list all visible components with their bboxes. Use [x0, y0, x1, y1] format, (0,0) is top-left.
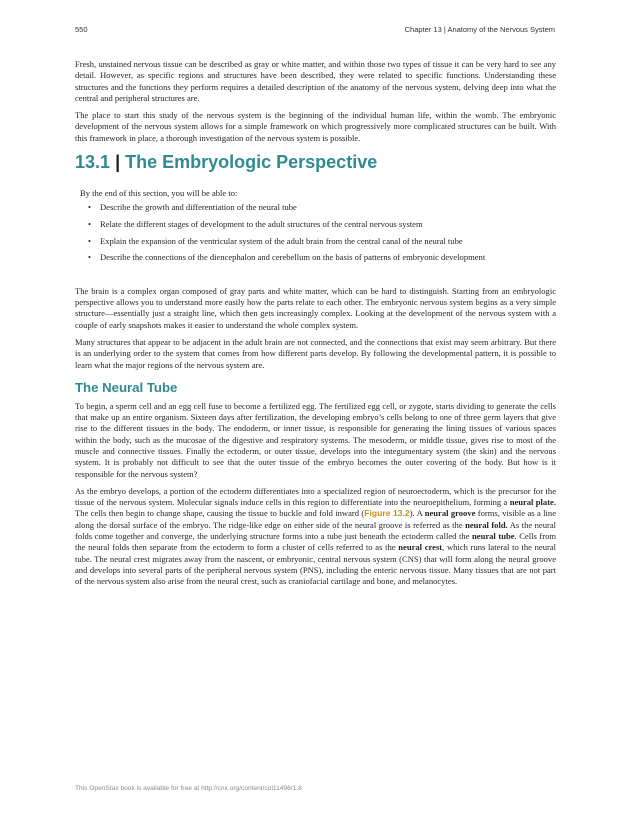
objectives-list: [80, 202, 556, 263]
section-number: 13.1: [75, 152, 111, 173]
intro-paragraph-2: The place to start this study of the nervous system is the beginning of the individual human life, within the womb. The embryonic development of the nervous system allows for a simple framework on which progressively more complicated structures can be built. With this framework in place, a thorough investigation of the nervous system is possible.: [75, 110, 556, 143]
key-term-neural-tube: neural tube: [472, 531, 515, 542]
objective-item: [80, 219, 556, 230]
objectives-intro: By the end of this section, you will be able to:: [80, 188, 238, 199]
text-run: . Cells from the neural folds then separate from the ectoderm to form a cluster of cells referred to as the: [75, 531, 557, 553]
objective-item: [80, 202, 556, 213]
section-title: [75, 150, 556, 174]
section-separator: |: [115, 152, 121, 173]
objective-text: Describe the growth and differentiation of the neural tube: [100, 202, 297, 213]
key-term-neural-fold: neural fold.: [465, 519, 508, 530]
bullet: •: [88, 219, 91, 230]
page-number: 550: [75, 25, 88, 34]
key-term-neural-crest: neural crest: [398, 542, 443, 553]
section-title-text: The Embryologic Perspective: [125, 152, 378, 173]
page-footer: This OpenStax book is available for free at http://cnx.org/content/col11496/1.8: [75, 785, 302, 792]
neural-tube-paragraph-1: To begin, a sperm cell and an egg cell fuse to become a fertilized egg. The fertilized egg cell, or zygote, starts dividing to generate the cells that make up an entire organism. Sixteen days after fertilization, the developing embryo’s cells belong to one of three germ layers that give rise to the different tissues in the body. The endoderm, or inner tissue, is responsible for generating the lining tissues of various spaces within the body, such as the mucosae of the digestive and respiratory systems. The mesoderm, or middle tissue, gives rise to most of the muscle and connective tissues. Finally the ectoderm, or outer tissue, develops into the integumentary system (the skin) and the nervous system. It is probably not difficult to see that the outer tissue of the embryo becomes the outer covering of the body. But how is it responsible for the nervous system?: [75, 400, 556, 479]
learning-objectives: [80, 188, 556, 264]
key-term-neural-groove: neural groove: [424, 508, 476, 519]
text-run: , which runs lateral to the neural tube. The neural crest migrates away from the nascent, or embryonic, central nervous system (CNS) that will form along the neural groove and develops into several parts of the peripheral nervous system (PNS), including the enteric nervous tissue. Many tissues that are not part of the nervous system also arise from the neural crest, such as craniofacial cartilage and bone, and melanocytes.: [75, 542, 557, 587]
objective-text: Describe the connections of the diencephalon and cerebellum on the basis of patterns of embryonic development: [100, 252, 486, 263]
page-body: [75, 59, 556, 594]
text-run: ). A: [409, 508, 425, 519]
objective-item: [80, 236, 556, 247]
intro-paragraph-1: Fresh, unstained nervous tissue can be described as gray or white matter, and within those two types of tissue it can be very hard to see any detail. However, as specific regions and structures have been described, they were related to specific functions. Understanding these structures and the functions they perform requires a detailed description of the anatomy of the nervous system, delving deep into what the central and peripheral structures are.: [75, 59, 556, 103]
objective-text: Relate the different stages of development to the adult structures of the central nervous system: [100, 219, 423, 230]
running-header: Chapter 13 | Anatomy of the Nervous System: [404, 25, 555, 34]
text-run: As the neural folds come together and converge, the underlying structure forms into a tube just beneath the ectoderm called the: [75, 519, 556, 542]
main-paragraph-1: The brain is a complex organ composed of gray parts and white matter, which can be hard to distinguish. Starting from an embryologic perspective allows you to understand more easily how the parts relate to each other. The embryonic nervous system begins as a very simple structure—essentially just a straight line, which then gets increasingly complex. Looking at the development of the nervous system with a couple of early snapshots makes it easier to understand the whole complex system.: [75, 285, 556, 330]
subsection-heading: The Neural Tube: [75, 379, 178, 395]
text-run: The cells then begin to change shape, causing the tissue to buckle and fold inward (: [75, 508, 365, 519]
objective-text: Explain the expansion of the ventricular system of the adult brain from the central canal of the neural tube: [100, 235, 463, 246]
figure-link[interactable]: Figure 13.2: [364, 508, 410, 519]
bullet: •: [88, 202, 91, 213]
text-run: As the embryo develops, a portion of the ectoderm differentiates into a specialized region of neuroectoderm, which is the precursor for the tissue of the nervous system. Molecular signals induce cells in this region to differentiate into the neuroepithelium, forming a: [75, 485, 556, 508]
objective-item: [80, 252, 556, 263]
bullet: •: [88, 235, 91, 246]
bullet: •: [88, 252, 91, 263]
neural-tube-paragraph-2: [75, 486, 556, 588]
main-paragraph-2: Many structures that appear to be adjacent in the adult brain are not connected, and the connections that exist may seem arbitrary. But there is an underlying order to the system that comes from how different parts develop. By following the developmental pattern, it is possible to learn what the major regions of the nervous system are.: [75, 336, 556, 370]
text-run: forms, visible as a line along the dorsal surface of the embryo. The ridge-like edge on either side of the neural groove is referred as the: [75, 508, 556, 530]
key-term-neural-plate: neural plate.: [509, 497, 556, 508]
